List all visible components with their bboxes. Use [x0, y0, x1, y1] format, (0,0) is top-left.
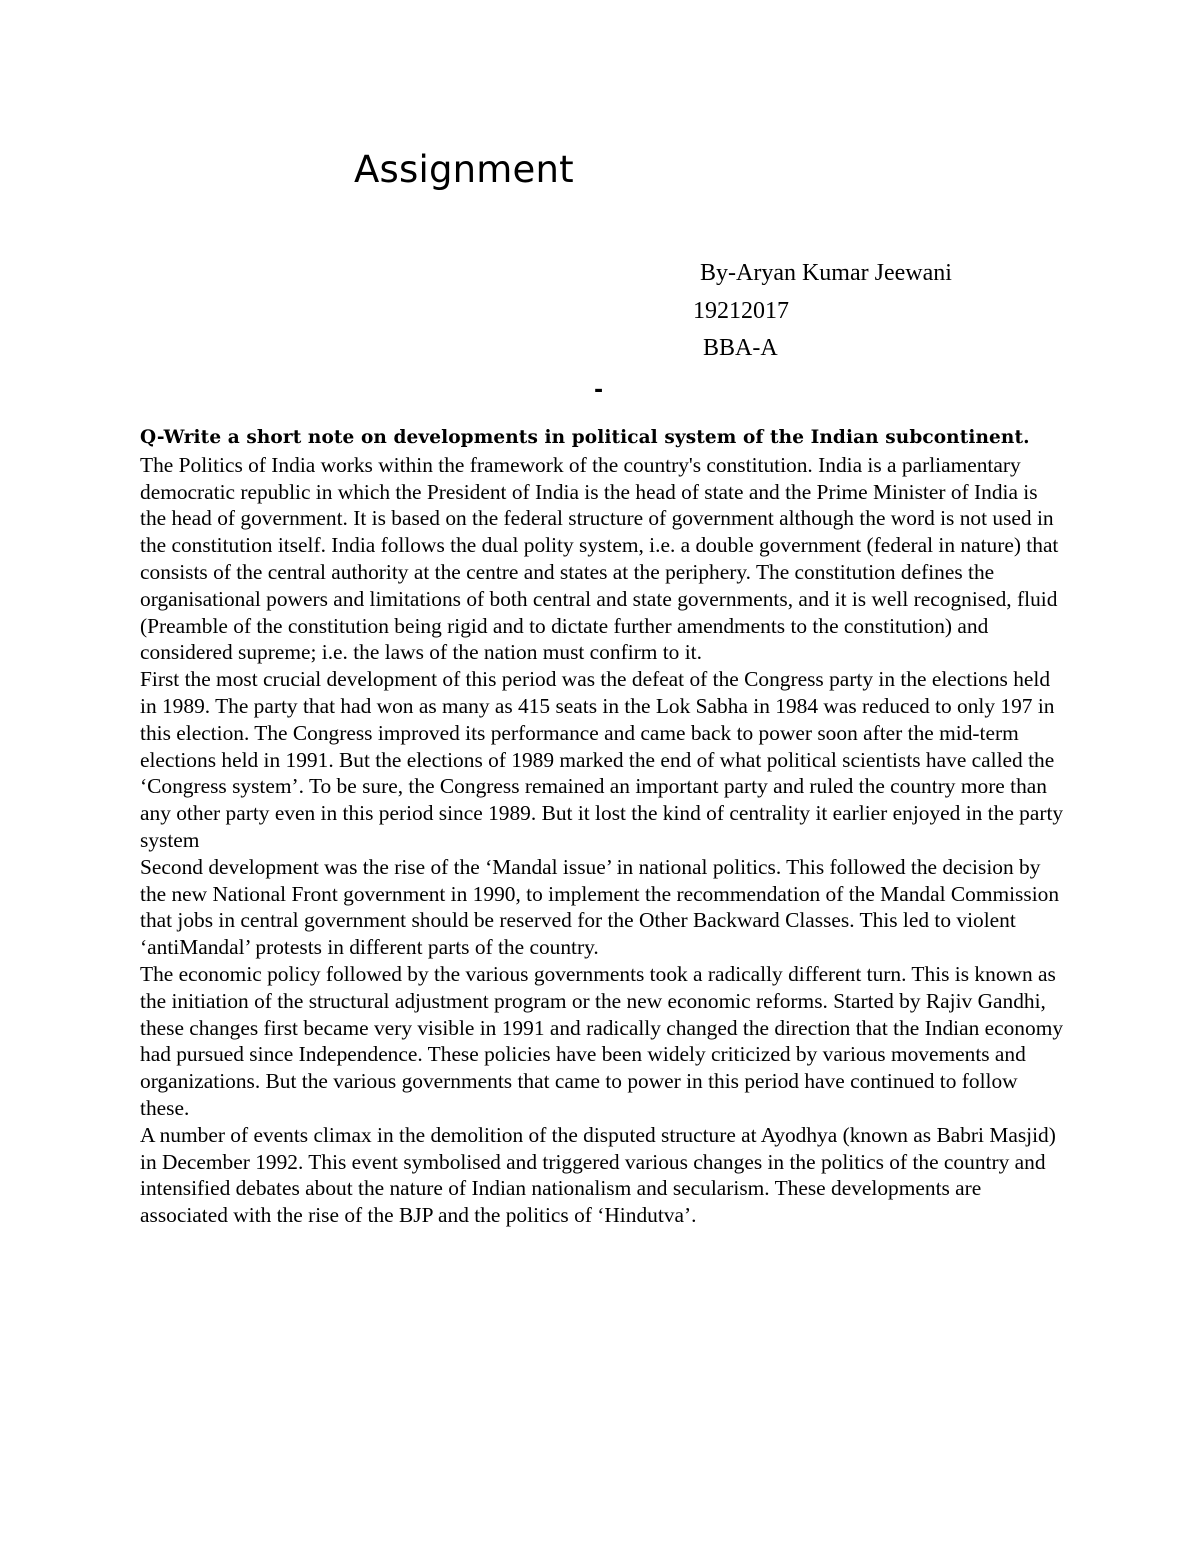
paragraph: Second development was the rise of the ‘Mandal issue’ in national politics. This followed the decision by the new National Front government in 1990, to implement the recommendation of the Mandal Commission that jobs in central government should be reserved for the Other Backward Classes. This led to violent ‘antiMandal’ protests in different parts of the country.	[140, 854, 1060, 960]
author-class: BBA-A	[703, 335, 778, 361]
author-name: By-Aryan Kumar Jeewani	[700, 260, 952, 286]
document-body	[140, 425, 1065, 1229]
paragraph: First the most crucial development of this period was the defeat of the Congress party in the elections held in 1989. The party that had won as many as 415 seats in the Lok Sabha in 1984 was reduced to only 197 in this election. The Congress improved its performance and came back to power soon after the mid-term elections held in 1991. But the elections of 1989 marked the end of what political scientists have called the ‘Congress system’. To be sure, the Congress remained an important party and ruled the country more than any other party even in this period since 1989. But it lost the kind of centrality it earlier enjoyed in the party system	[140, 667, 1064, 852]
question-heading: Q-Write a short note on developments in political system of the Indian subcontinent.	[140, 427, 1030, 448]
paragraph: A number of events climax in the demolition of the disputed structure at Ayodhya (known as Babri Masjid) in December 1992. This event symbolised and triggered various changes in the politics of the country and intensified debates about the nature of Indian nationalism and secularism. These developments are associated with the rise of the BJP and the politics of ‘Hindutva’.	[140, 1122, 1056, 1228]
author-roll-number: 19212017	[693, 298, 789, 324]
document-title: Assignment	[354, 148, 574, 191]
paragraph: The economic policy followed by the various governments took a radically different turn. This is known as the initiation of the structural adjustment program or the new economic reforms. Started by Rajiv Gandhi, these changes first became very visible in 1991 and radically changed the direction that the Indian economy had pursued since Independence. These policies have been widely criticized by various movements and organizations. But the various governments that came to power in this period have continued to follow these.	[140, 961, 1064, 1120]
paragraph: The Politics of India works within the framework of the country's constitution. India is a parliamentary democratic republic in which the President of India is the head of state and the Prime Minister of India is the head of government. It is based on the federal structure of government although the word is not used in the constitution itself. India follows the dual polity system, i.e. a double government (federal in nature) that consists of the central authority at the centre and states at the periphery. The constitution defines the organisational powers and limitations of both central and state governments, and it is well recognised, fluid (Preamble of the constitution being rigid and to dictate further amendments to the constitution) and considered supreme; i.e. the laws of the nation must confirm to it.	[140, 452, 1059, 665]
separator-mark: -	[594, 378, 604, 403]
